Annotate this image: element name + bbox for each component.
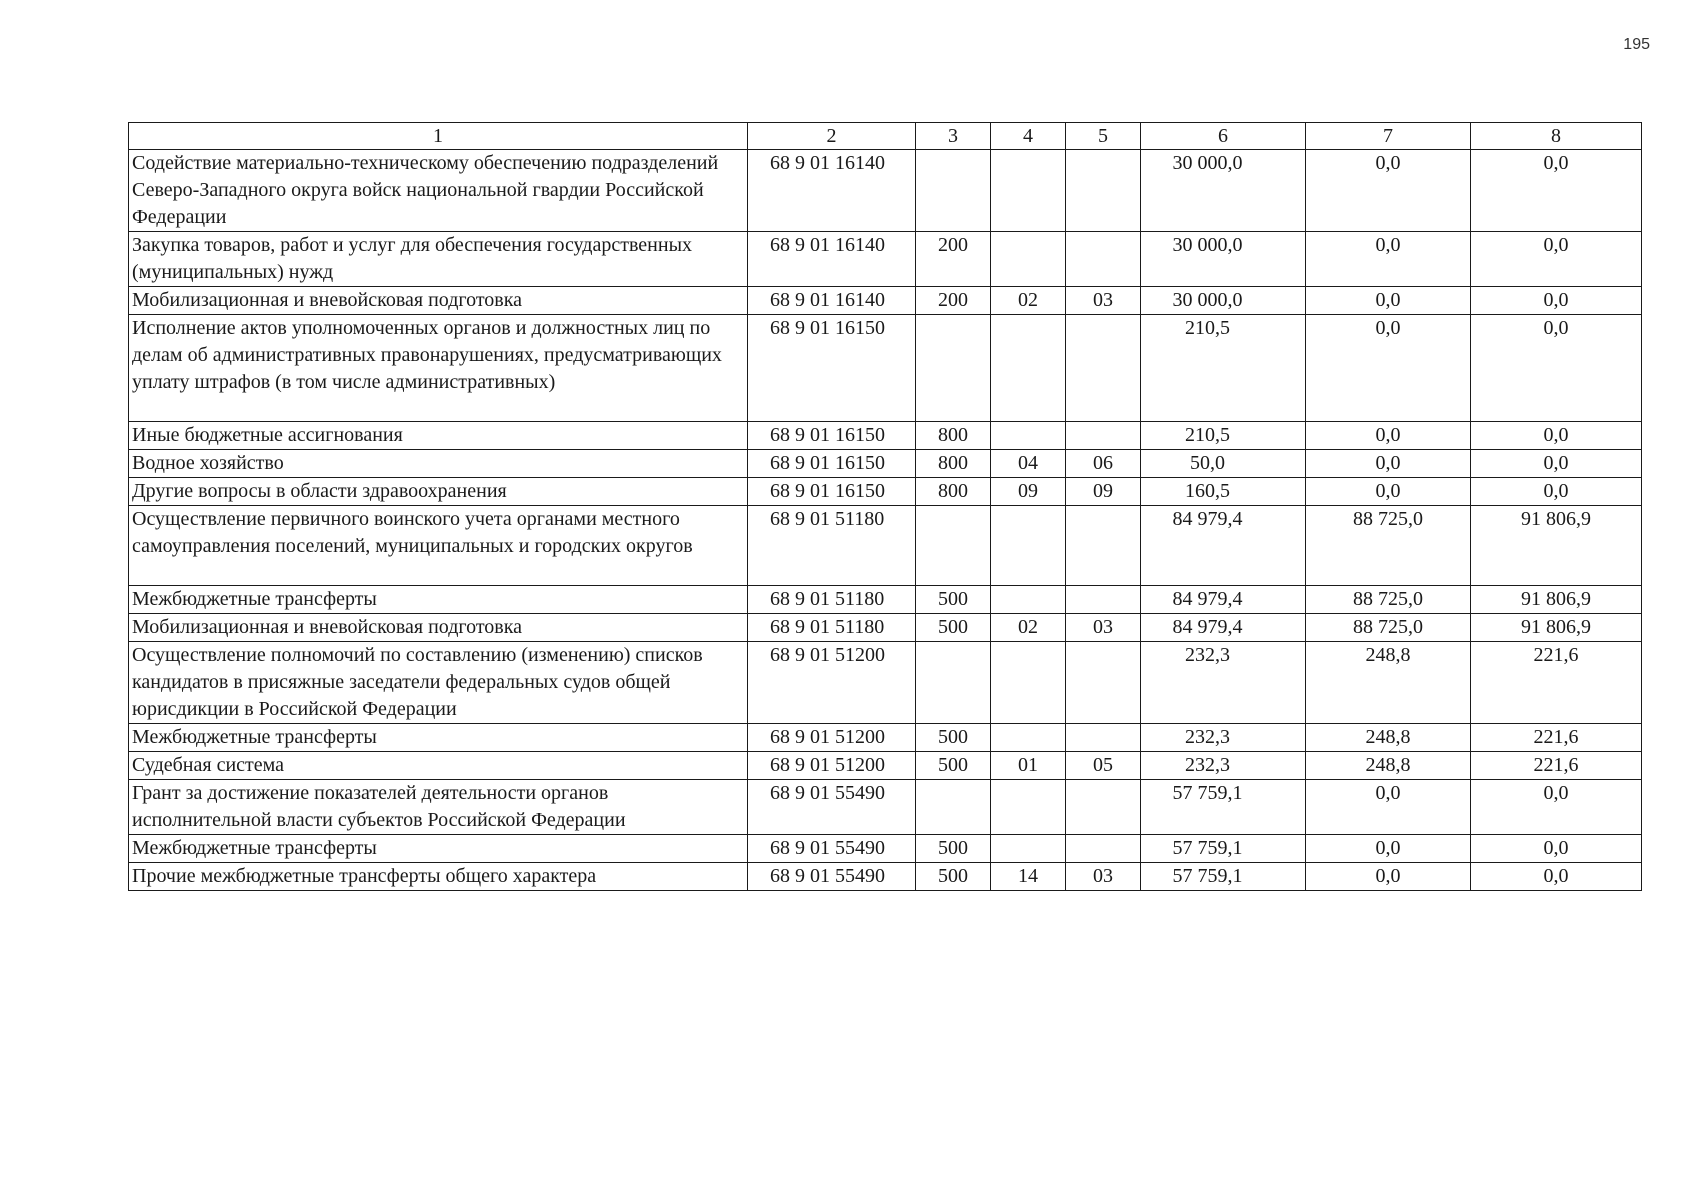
table-row xyxy=(129,315,1642,422)
row-pr xyxy=(1066,315,1141,422)
table-row xyxy=(129,642,1642,724)
row-pr xyxy=(1066,780,1141,835)
row-code: 68 9 01 16150 xyxy=(748,450,916,478)
row-code: 68 9 01 16140 xyxy=(748,287,916,315)
row-code: 68 9 01 16140 xyxy=(748,232,916,287)
row-name: Водное хозяйство xyxy=(129,450,748,478)
row-pr: 09 xyxy=(1066,478,1141,506)
page-number: 195 xyxy=(1623,36,1650,53)
row-rz xyxy=(991,724,1066,752)
row-name: Содействие материально-техническому обеспечению подразделений Северо-Западного округа войск национальной гвардии Российской Федерации xyxy=(129,150,748,232)
row-name: Межбюджетные трансферты xyxy=(129,586,748,614)
table-row xyxy=(129,150,1642,232)
row-value-1: 50,0 xyxy=(1141,450,1306,478)
table-row xyxy=(129,478,1642,506)
row-code: 68 9 01 16150 xyxy=(748,422,916,450)
row-pr: 03 xyxy=(1066,287,1141,315)
row-value-3: 0,0 xyxy=(1471,232,1642,287)
row-value-3: 0,0 xyxy=(1471,287,1642,315)
row-code: 68 9 01 55490 xyxy=(748,835,916,863)
row-value-3: 91 806,9 xyxy=(1471,506,1642,586)
row-rz xyxy=(991,642,1066,724)
row-pr xyxy=(1066,232,1141,287)
table-row xyxy=(129,287,1642,315)
row-name: Осуществление полномочий по составлению (изменению) списков кандидатов в присяжные заседатели федеральных судов общей юрисдикции в Российской Федерации xyxy=(129,642,748,724)
row-vr: 200 xyxy=(916,287,991,315)
row-code: 68 9 01 51200 xyxy=(748,642,916,724)
row-rz xyxy=(991,835,1066,863)
row-vr: 500 xyxy=(916,724,991,752)
row-name: Закупка товаров, работ и услуг для обеспечения государственных (муниципальных) нужд xyxy=(129,232,748,287)
row-value-2: 248,8 xyxy=(1306,642,1471,724)
row-name: Судебная система xyxy=(129,752,748,780)
table-row xyxy=(129,614,1642,642)
row-name: Исполнение актов уполномоченных органов и должностных лиц по делам об административных правонарушениях, предусматривающих уплату штрафов (в том числе административных) xyxy=(129,315,748,422)
table-row xyxy=(129,586,1642,614)
row-value-2: 0,0 xyxy=(1306,287,1471,315)
row-value-3: 0,0 xyxy=(1471,150,1642,232)
row-code: 68 9 01 51180 xyxy=(748,506,916,586)
row-value-3: 0,0 xyxy=(1471,422,1642,450)
row-name: Прочие межбюджетные трансферты общего характера xyxy=(129,863,748,891)
row-value-2: 248,8 xyxy=(1306,724,1471,752)
row-pr xyxy=(1066,150,1141,232)
table-row xyxy=(129,752,1642,780)
row-value-1: 210,5 xyxy=(1141,315,1306,422)
row-rz: 02 xyxy=(991,614,1066,642)
row-rz xyxy=(991,315,1066,422)
row-code: 68 9 01 16150 xyxy=(748,478,916,506)
row-code: 68 9 01 51180 xyxy=(748,586,916,614)
row-rz: 09 xyxy=(991,478,1066,506)
row-code: 68 9 01 55490 xyxy=(748,780,916,835)
row-value-2: 0,0 xyxy=(1306,835,1471,863)
row-pr: 06 xyxy=(1066,450,1141,478)
row-name: Иные бюджетные ассигнования xyxy=(129,422,748,450)
row-vr xyxy=(916,150,991,232)
row-value-3: 91 806,9 xyxy=(1471,614,1642,642)
row-value-1: 57 759,1 xyxy=(1141,780,1306,835)
row-rz: 02 xyxy=(991,287,1066,315)
header-col-5: 5 xyxy=(1066,123,1141,150)
row-value-3: 0,0 xyxy=(1471,315,1642,422)
row-rz xyxy=(991,780,1066,835)
row-pr xyxy=(1066,835,1141,863)
row-value-3: 91 806,9 xyxy=(1471,586,1642,614)
row-value-3: 0,0 xyxy=(1471,780,1642,835)
row-rz xyxy=(991,506,1066,586)
row-name: Межбюджетные трансферты xyxy=(129,835,748,863)
row-value-2: 0,0 xyxy=(1306,780,1471,835)
row-value-2: 0,0 xyxy=(1306,863,1471,891)
row-vr xyxy=(916,642,991,724)
row-value-3: 0,0 xyxy=(1471,835,1642,863)
row-rz: 04 xyxy=(991,450,1066,478)
row-vr xyxy=(916,780,991,835)
row-value-1: 232,3 xyxy=(1141,752,1306,780)
row-pr: 05 xyxy=(1066,752,1141,780)
row-pr: 03 xyxy=(1066,614,1141,642)
row-value-2: 248,8 xyxy=(1306,752,1471,780)
row-vr xyxy=(916,315,991,422)
row-pr xyxy=(1066,724,1141,752)
table-header-row xyxy=(129,123,1642,150)
row-value-1: 210,5 xyxy=(1141,422,1306,450)
row-vr: 500 xyxy=(916,586,991,614)
row-vr: 800 xyxy=(916,450,991,478)
row-value-3: 221,6 xyxy=(1471,642,1642,724)
row-pr xyxy=(1066,422,1141,450)
header-col-3: 3 xyxy=(916,123,991,150)
row-value-3: 0,0 xyxy=(1471,450,1642,478)
row-vr: 800 xyxy=(916,478,991,506)
row-code: 68 9 01 16140 xyxy=(748,150,916,232)
row-value-2: 0,0 xyxy=(1306,150,1471,232)
row-rz xyxy=(991,232,1066,287)
table-row xyxy=(129,232,1642,287)
table-row xyxy=(129,863,1642,891)
row-pr: 03 xyxy=(1066,863,1141,891)
row-name: Другие вопросы в области здравоохранения xyxy=(129,478,748,506)
row-vr: 200 xyxy=(916,232,991,287)
table-row xyxy=(129,835,1642,863)
table-row xyxy=(129,450,1642,478)
row-vr: 800 xyxy=(916,422,991,450)
row-value-1: 30 000,0 xyxy=(1141,287,1306,315)
row-name: Грант за достижение показателей деятельности органов исполнительной власти субъектов Российской Федерации xyxy=(129,780,748,835)
header-col-8: 8 xyxy=(1471,123,1642,150)
row-value-1: 57 759,1 xyxy=(1141,863,1306,891)
row-name: Осуществление первичного воинского учета органами местного самоуправления поселений, муниципальных и городских округов xyxy=(129,506,748,586)
header-col-1: 1 xyxy=(129,123,748,150)
row-code: 68 9 01 16150 xyxy=(748,315,916,422)
row-value-2: 88 725,0 xyxy=(1306,586,1471,614)
row-code: 68 9 01 51200 xyxy=(748,752,916,780)
row-code: 68 9 01 55490 xyxy=(748,863,916,891)
row-value-1: 232,3 xyxy=(1141,642,1306,724)
row-value-2: 88 725,0 xyxy=(1306,506,1471,586)
row-value-3: 0,0 xyxy=(1471,863,1642,891)
row-vr: 500 xyxy=(916,835,991,863)
row-code: 68 9 01 51180 xyxy=(748,614,916,642)
row-vr: 500 xyxy=(916,614,991,642)
header-col-4: 4 xyxy=(991,123,1066,150)
row-value-1: 84 979,4 xyxy=(1141,614,1306,642)
row-value-1: 84 979,4 xyxy=(1141,506,1306,586)
row-pr xyxy=(1066,506,1141,586)
row-vr: 500 xyxy=(916,752,991,780)
row-value-1: 57 759,1 xyxy=(1141,835,1306,863)
budget-table xyxy=(128,122,1642,891)
row-name: Мобилизационная и вневойсковая подготовка xyxy=(129,614,748,642)
row-pr xyxy=(1066,642,1141,724)
table-row xyxy=(129,422,1642,450)
table-row xyxy=(129,506,1642,586)
row-name: Мобилизационная и вневойсковая подготовка xyxy=(129,287,748,315)
row-value-3: 221,6 xyxy=(1471,752,1642,780)
row-rz: 14 xyxy=(991,863,1066,891)
header-col-6: 6 xyxy=(1141,123,1306,150)
row-value-2: 88 725,0 xyxy=(1306,614,1471,642)
table-row xyxy=(129,724,1642,752)
row-pr xyxy=(1066,586,1141,614)
row-value-2: 0,0 xyxy=(1306,450,1471,478)
row-value-2: 0,0 xyxy=(1306,232,1471,287)
row-rz xyxy=(991,422,1066,450)
row-rz xyxy=(991,150,1066,232)
table-row xyxy=(129,780,1642,835)
row-rz: 01 xyxy=(991,752,1066,780)
row-rz xyxy=(991,586,1066,614)
row-value-2: 0,0 xyxy=(1306,478,1471,506)
row-value-1: 232,3 xyxy=(1141,724,1306,752)
row-value-3: 0,0 xyxy=(1471,478,1642,506)
row-code: 68 9 01 51200 xyxy=(748,724,916,752)
row-value-1: 30 000,0 xyxy=(1141,232,1306,287)
header-col-2: 2 xyxy=(748,123,916,150)
row-value-3: 221,6 xyxy=(1471,724,1642,752)
header-col-7: 7 xyxy=(1306,123,1471,150)
row-name: Межбюджетные трансферты xyxy=(129,724,748,752)
row-value-1: 84 979,4 xyxy=(1141,586,1306,614)
row-value-2: 0,0 xyxy=(1306,315,1471,422)
row-vr xyxy=(916,506,991,586)
row-value-1: 30 000,0 xyxy=(1141,150,1306,232)
row-value-2: 0,0 xyxy=(1306,422,1471,450)
row-value-1: 160,5 xyxy=(1141,478,1306,506)
row-vr: 500 xyxy=(916,863,991,891)
